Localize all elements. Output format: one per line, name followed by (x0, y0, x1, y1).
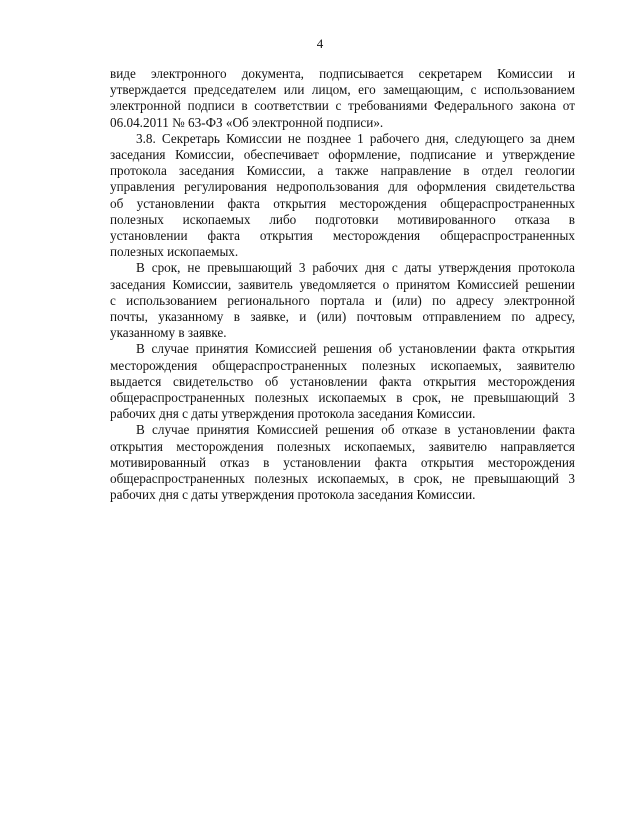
text-line: полезных ископаемых. (110, 244, 239, 260)
paragraph-notification (110, 260, 575, 341)
text-line: мотивированный отказ в установлении факта открытия месторождения (110, 454, 575, 470)
text-line: утверждается председателем или лицом, его замещающим, с использованием (110, 82, 575, 98)
document-body (110, 66, 575, 503)
text-line: об установлении факта открытия месторождения общераспространенных (110, 195, 575, 211)
text-line: открытия месторождения полезных ископаемых, заявителю направляется (110, 438, 575, 454)
text-line: 06.04.2011 № 63-ФЗ «Об электронной подписи». (110, 114, 384, 130)
text-line: указанному в заявке. (110, 325, 227, 341)
text-line: с использованием регионального портала и (или) по адресу электронной (110, 292, 575, 308)
text-line: полезных ископаемых либо подготовки мотивированного отказа в (110, 211, 575, 227)
text-line: выдается свидетельство об установлении факта открытия месторождения (110, 373, 575, 389)
text-line: протокола заседания Комиссии, а также направление в отдел геологии (110, 163, 575, 179)
page-number: 4 (316, 36, 324, 51)
text-line: заседания Комиссии, обеспечивает оформление, подписание и утверждение (110, 147, 575, 163)
text-line: В случае принятия Комиссией решения об установлении факта открытия (136, 341, 575, 357)
text-line: управления регулирования недропользования для оформления свидетельства (110, 179, 575, 195)
paragraph-3-8 (110, 131, 575, 261)
text-line: виде электронного документа, подписывается секретарем Комиссии и (110, 66, 575, 81)
text-line: месторождения общераспространенных полезных ископаемых, заявителю (110, 357, 575, 373)
text-line: рабочих дня с даты утверждения протокола заседания Комиссии. (110, 406, 476, 422)
paragraph-refusal-decision (110, 422, 575, 503)
text-line: общераспространенных полезных ископаемых в срок, не превышающий 3 (110, 390, 575, 406)
text-line: почты, указанному в заявке, и (или) почтовым отправлением по адресу, (110, 309, 575, 325)
text-line: электронной подписи в соответствии с требованиями Федерального закона от (110, 98, 575, 114)
text-line: заседания Комиссии, заявитель уведомляется о принятом Комиссией решении (110, 276, 575, 292)
paragraph-3-7-continuation (110, 66, 575, 131)
paragraph-positive-decision (110, 341, 575, 422)
text-line: установлении факта открытия месторождения общераспространенных (110, 228, 575, 244)
text-line: В срок, не превышающий 3 рабочих дня с даты утверждения протокола (136, 260, 575, 276)
text-line: В случае принятия Комиссией решения об отказе в установлении факта (136, 422, 575, 438)
text-line: 3.8. Секретарь Комиссии не позднее 1 рабочего дня, следующего за днем (136, 130, 575, 146)
text-line: рабочих дня с даты утверждения протокола заседания Комиссии. (110, 487, 476, 503)
text-line: общераспространенных полезных ископаемых, в срок, не превышающий 3 (110, 471, 575, 487)
